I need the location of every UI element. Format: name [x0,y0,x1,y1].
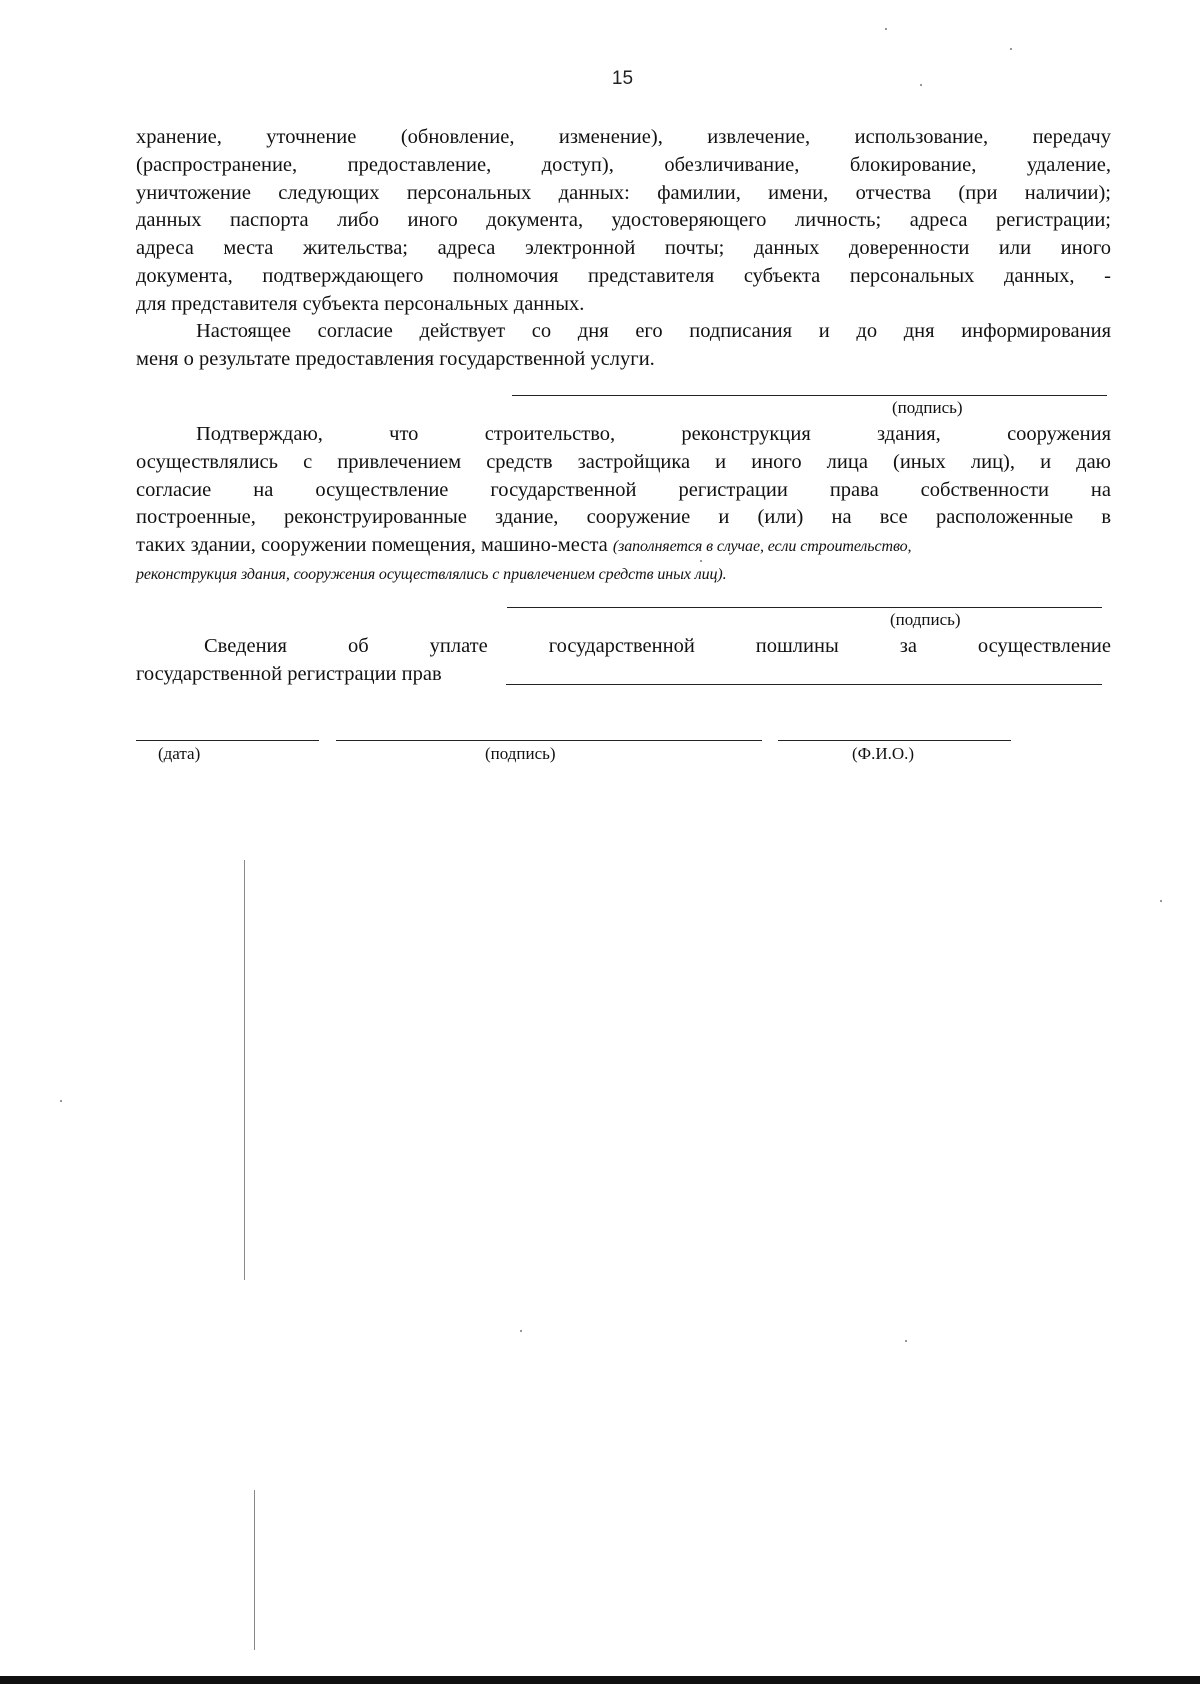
text-line [136,532,1111,561]
scan-artifact [244,860,245,1280]
text-line: построенные, реконструированные здание, сооружение и (или) на все расположенные в [136,506,1111,529]
text-line: меня о результате предоставления государственной услуги. [136,347,655,370]
page-number: 15 [611,68,634,89]
text-fragment: таких здании, сооружении помещения, машино-места [136,534,608,557]
text-line: хранение, уточнение (обновление, изменение), извлечение, использование, передачу [136,126,1111,148]
signature-caption: (подпись) [890,610,961,629]
fill-note: (заполняется в случае, если строительство, [612,538,912,556]
text-line: Настоящее согласие действует со дня его подписания и до дня информирования [196,320,1111,342]
text-line: Сведения об уплате государственной пошлины за осуществление [204,635,1111,657]
text-line: государственной регистрации прав [136,662,442,685]
date-line[interactable] [136,740,319,741]
text-line: адреса места жительства; адреса электронной почты; данных доверенности или иного [136,237,1111,260]
text-line: уничтожение следующих персональных данных: фамилии, имени, отчества (при наличии); [136,181,1111,204]
fio-caption: (Ф.И.О.) [852,744,915,763]
scan-speck [520,1330,522,1332]
text-line: осуществлялись с привлечением средств застройщика и иного лица (иных лиц), и даю [136,450,1111,473]
fill-note-continued: реконструкция здания, сооружения осуществлялись с привлечением средств иных лиц). [136,565,727,583]
consent-validity-paragraph [136,318,1111,374]
scan-speck [1160,900,1162,902]
text-line: Подтверждаю, что строительство, реконструкция здания, сооружения [196,423,1111,445]
scan-speck [905,1340,907,1342]
state-fee-paragraph [136,633,1111,689]
text-line: для представителя субъекта персональных данных. [136,292,585,315]
construction-confirmation-paragraph [136,421,1111,589]
scan-artifact [254,1490,255,1650]
signature-line[interactable] [336,740,762,741]
text-line: документа, подтверждающего полномочия представителя субъекта персональных данных, - [136,264,1111,287]
signature-caption: (подпись) [892,398,963,417]
consent-processing-paragraph [136,124,1111,319]
scan-speck [1010,48,1012,50]
scan-speck [920,84,922,86]
signature-line[interactable] [507,607,1102,608]
signature-caption: (подпись) [485,744,556,763]
scan-speck [700,560,702,562]
date-caption: (дата) [158,744,201,763]
text-line: согласие на осуществление государственной регистрации права собственности на [136,478,1111,501]
signature-line[interactable] [512,395,1107,396]
scan-bottom-edge [0,1676,1200,1684]
text-line: данных паспорта либо иного документа, удостоверяющего личность; адреса регистрации; [136,209,1111,232]
scan-speck [60,1100,62,1102]
state-fee-input-line[interactable] [506,684,1102,685]
text-line: (распространение, предоставление, доступ), обезличивание, блокирование, удаление, [136,153,1111,176]
fio-line[interactable] [778,740,1011,741]
scan-speck [885,28,887,30]
